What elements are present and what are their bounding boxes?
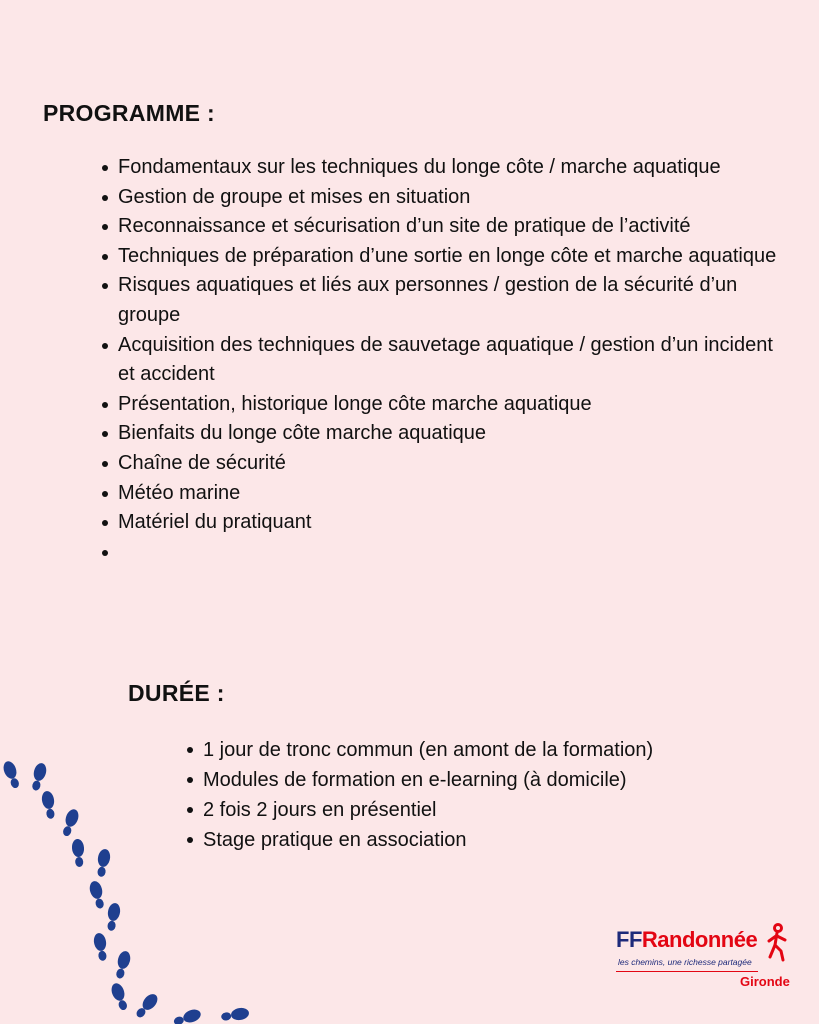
programme-item: Acquisition des techniques de sauvetage aquatique / gestion d’un incident et accident: [118, 331, 778, 390]
walker-icon: [764, 923, 790, 963]
footprint-icon: [133, 991, 160, 1020]
logo-brand: FFRandonnée: [616, 927, 758, 952]
ffrandonnee-gironde-logo: [612, 925, 797, 995]
programme-item: Techniques de préparation d’une sortie en longe côte et marche aquatique: [118, 242, 778, 272]
duree-item: Modules de formation en e-learning (à domicile): [203, 765, 783, 795]
footprint-icon: [41, 790, 58, 820]
logo-underline: [616, 971, 758, 972]
programme-item: Gestion de groupe et mises en situation: [118, 183, 778, 213]
programme-item: Fondamentaux sur les techniques du longe côte / marche aquatique: [118, 153, 778, 183]
programme-title: PROGRAMME :: [43, 100, 215, 126]
footprint-icon: [1, 759, 22, 789]
footprint-icon: [109, 981, 130, 1011]
programme-item: Reconnaissance et sécurisation d’un site de pratique de l’activité: [118, 212, 778, 242]
footprint-icon: [60, 807, 81, 837]
footprint-icon: [113, 950, 132, 980]
duree-title: DURÉE :: [128, 680, 225, 706]
footprint-icon: [88, 880, 107, 910]
programme-item: Présentation, historique longe côte marche aquatique: [118, 390, 778, 420]
programme-list: [118, 153, 778, 567]
footprint-icon: [71, 839, 85, 868]
programme-item: Météo marine: [118, 479, 778, 509]
footprint-icon: [29, 762, 48, 792]
duree-item: 1 jour de tronc commun (en amont de la formation): [203, 735, 783, 765]
programme-item: Matériel du pratiquant: [118, 508, 778, 538]
footprint-icon: [93, 932, 110, 962]
programme-item: Risques aquatiques et liés aux personnes / gestion de la sécurité d’un groupe: [118, 271, 778, 330]
logo-region: Gironde: [740, 974, 790, 989]
duree-item: 2 fois 2 jours en présentiel: [203, 795, 783, 825]
programme-item: Chaîne de sécurité: [118, 449, 778, 479]
footprint-icon: [220, 1007, 250, 1024]
logo-tagline: les chemins, une richesse partagée: [618, 957, 752, 967]
footprint-icon: [105, 902, 122, 932]
footprint-icon: [95, 848, 112, 878]
programme-item-empty: [118, 538, 778, 568]
footprint-icon: [172, 1007, 202, 1024]
programme-item: Bienfaits du longe côte marche aquatique: [118, 419, 778, 449]
footprints-trail-icon: [0, 730, 300, 1024]
duree-item: Stage pratique en association: [203, 825, 783, 855]
